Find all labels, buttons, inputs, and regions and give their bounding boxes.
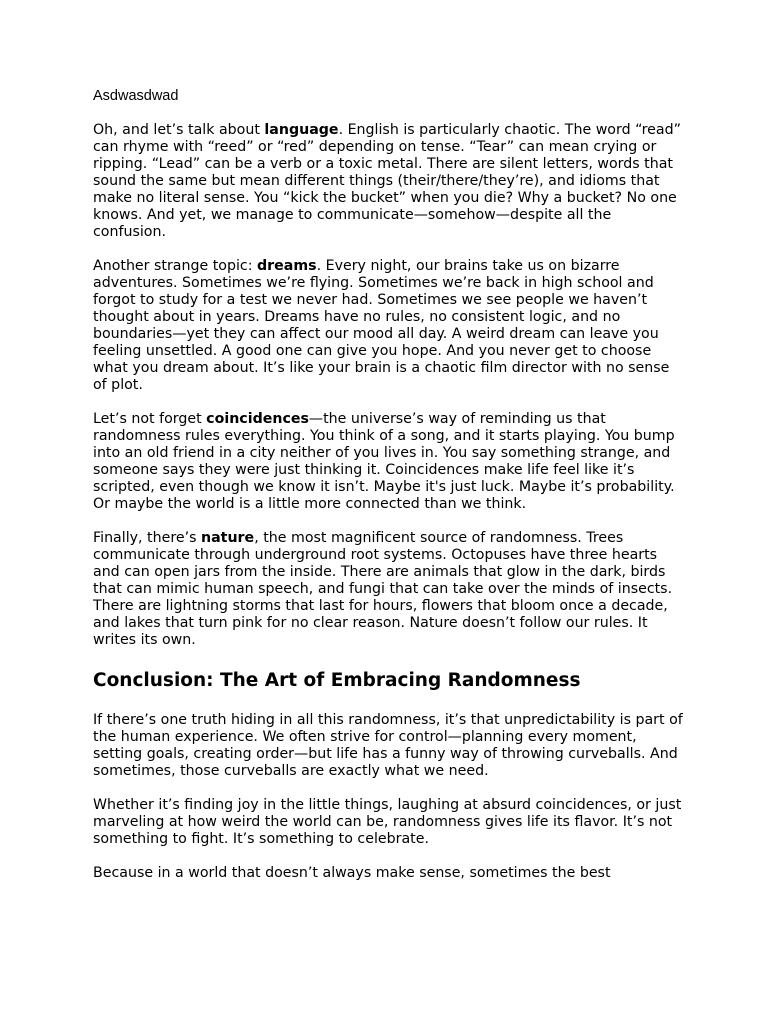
keyword-language: language: [264, 122, 339, 138]
paragraph-language: [93, 122, 683, 241]
conclusion-paragraph-2: Whether it’s finding joy in the little things, laughing at absurd coincidences, or just marveling at how weird the world can be, randomness gives life its flavor. It’s not something to fight. It’s something to celebrate.: [93, 797, 682, 847]
paragraph-coincidences: [93, 411, 683, 513]
header-line: Asdwasdwad: [93, 88, 179, 104]
paragraph-nature-lead: Finally, there’s: [93, 530, 201, 546]
conclusion-paragraph-1: If there’s one truth hiding in all this randomness, it’s that unpredictability is part of the human experience. We often strive for control—planning every moment, setting goals, creating order—but life has a funny way of throwing curveballs. And sometimes, those curveballs are exactly what we need.: [93, 712, 683, 779]
paragraph-coincidences-rest: —the universe’s way of reminding us that randomness rules everything. You think of a song, and it starts playing. You bump into an old friend in a city neither of you lives in. You say something strange, and someone says they were just thinking it. Coincidences make life feel like it’s scripted, even though we know it isn’t. Maybe it's just luck. Maybe it’s probability. Or maybe the world is a little more connected than we think.: [93, 411, 675, 512]
document-body: [93, 88, 683, 899]
paragraph-language-rest: . English is particularly chaotic. The word “read” can rhyme with “reed” or “red” depending on tense. “Tear” can mean crying or ripping. “Lead” can be a verb or a toxic metal. There are silent letters, words that sound the same but mean different things (their/there/they’re), and idioms that make no literal sense. You “kick the bucket” when you die? Why a bucket? No one knows. And yet, we manage to communicate—somehow—despite all the confusion.: [93, 122, 681, 240]
paragraph-dreams-rest: . Every night, our brains take us on bizarre adventures. Sometimes we’re flying. Sometimes we’re back in high school and forgot to study for a test we never had. Sometimes we see people we haven’t thought about in years. Dreams have no rules, no consistent logic, and no boundaries—yet they can affect our mood all day. A weird dream can leave you feeling unsettled. A good one can give you hope. And you never get to choose what you dream about. It’s like your brain is a chaotic film director with no sense of plot.: [93, 258, 670, 393]
paragraph-nature-rest: , the most magnificent source of randomness. Trees communicate through underground root systems. Octopuses have three hearts and can open jars from the inside. There are animals that glow in the dark, birds that can mimic human speech, and fungi that can take over the minds of insects. There are lightning storms that last for hours, flowers that bloom once a decade, and lakes that turn pink for no clear reason. Nature doesn’t follow our rules. It writes its own.: [93, 530, 673, 648]
paragraph-language-lead: Oh, and let’s talk about: [93, 122, 265, 138]
paragraph-coincidences-lead: Let’s not forget: [93, 411, 207, 427]
conclusion-paragraph-3: Because in a world that doesn’t always make sense, sometimes the best: [93, 865, 611, 881]
conclusion-heading: Conclusion: The Art of Embracing Randomness: [93, 670, 581, 691]
keyword-coincidences: coincidences: [206, 411, 309, 427]
paragraph-nature: [93, 530, 683, 649]
paragraph-dreams-lead: Another strange topic:: [93, 258, 258, 274]
keyword-dreams: dreams: [257, 258, 317, 274]
paragraph-dreams: [93, 258, 683, 394]
keyword-nature: nature: [201, 530, 255, 546]
